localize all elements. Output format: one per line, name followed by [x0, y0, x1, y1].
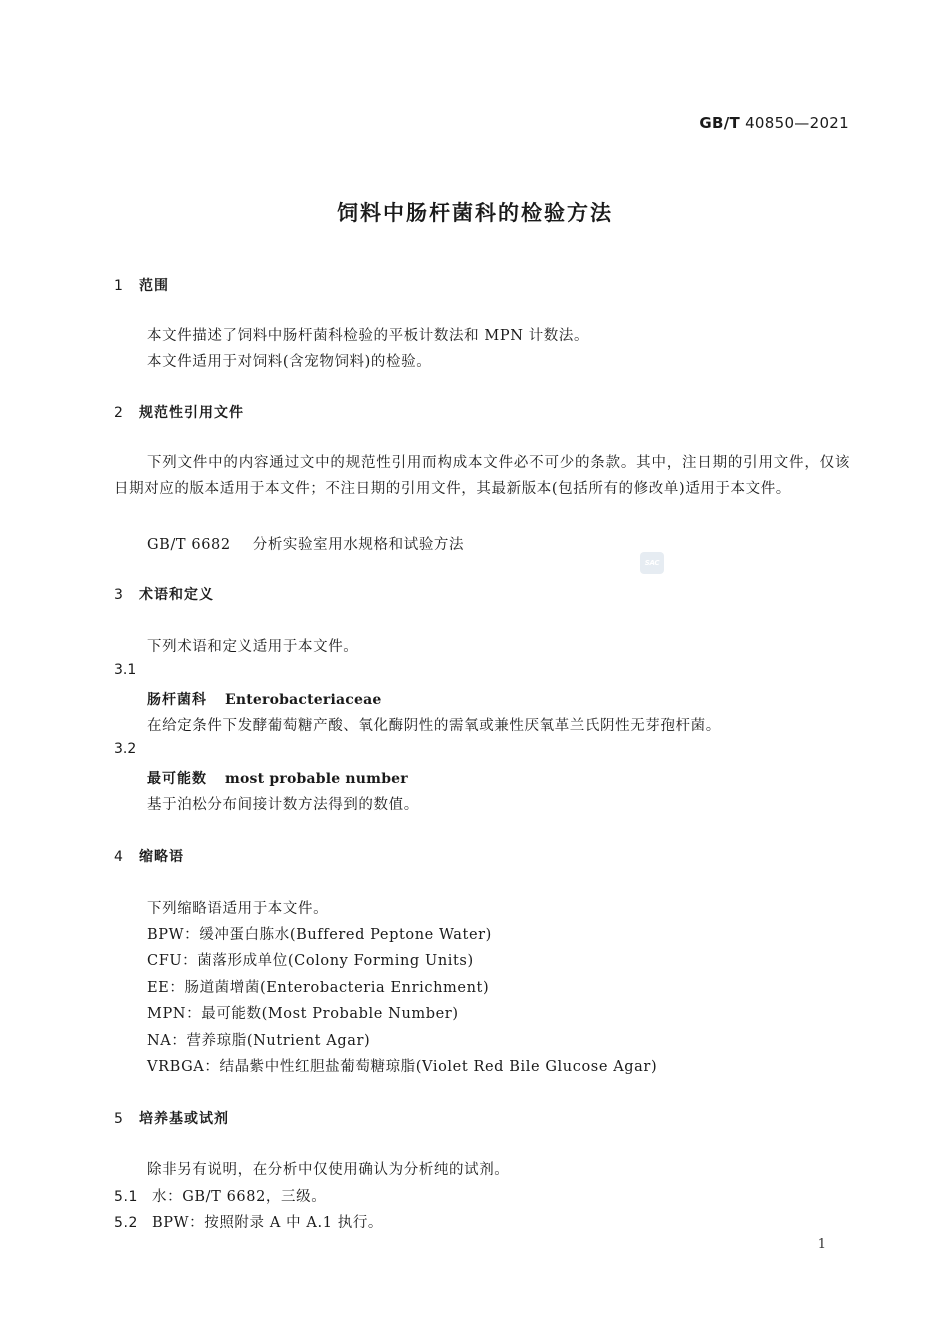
sac-watermark-logo: SAC: [640, 552, 664, 574]
term-definition: 基于泊松分布间接计数方法得到的数值。: [147, 797, 419, 813]
term-definition: 在给定条件下发酵葡萄糖产酸、氧化酶阴性的需氧或兼性厌氧革兰氏阴性无芽孢杆菌。: [147, 718, 721, 734]
section-number: 2: [114, 405, 124, 421]
section-title: 培养基或试剂: [139, 1111, 229, 1127]
term-zh: 最可能数: [147, 771, 207, 787]
abbreviation-item: BPW：缓冲蛋白胨水(Buffered Peptone Water): [147, 927, 492, 943]
section-number: 1: [114, 278, 124, 294]
section-number: 4: [114, 849, 124, 865]
section-1-paragraph: 本文件描述了饲料中肠杆菌科检验的平板计数法和 MPN 计数法。: [147, 328, 590, 344]
term-entry: [147, 768, 408, 788]
section-title: 缩略语: [139, 849, 184, 865]
term-en: Enterobacteriaceae: [225, 692, 382, 708]
reagent-item: [114, 1211, 383, 1232]
standard-number: 40850—2021: [745, 114, 849, 132]
section-title: 范围: [139, 278, 169, 294]
section-1-heading: [114, 275, 169, 295]
section-4-intro: 下列缩略语适用于本文件。: [147, 901, 329, 917]
standard-prefix: GB/T: [699, 114, 741, 132]
abbreviation-item: EE：肠道菌增菌(Enterobacteria Enrichment): [147, 980, 490, 996]
item-number: 5.1: [114, 1189, 139, 1205]
section-title: 规范性引用文件: [139, 405, 244, 421]
reference-code: GB/T 6682: [147, 537, 231, 553]
abbreviation-item: CFU：菌落形成单位(Colony Forming Units): [147, 953, 474, 969]
term-entry: [147, 689, 381, 709]
section-number: 3: [114, 587, 124, 603]
section-5-heading: [114, 1108, 229, 1128]
term-number: 3.1: [114, 662, 137, 678]
document-title: 饲料中肠杆菌科的检验方法: [337, 201, 613, 225]
section-title: 术语和定义: [139, 587, 214, 603]
term-number: 3.2: [114, 741, 137, 757]
abbreviation-item: NA：营养琼脂(Nutrient Agar): [147, 1033, 371, 1049]
abbreviation-item: MPN：最可能数(Most Probable Number): [147, 1006, 459, 1022]
term-en: most probable number: [225, 771, 408, 787]
abbreviation-item: VRBGA：结晶紫中性红胆盐葡萄糖琼脂(Violet Red Bile Glucose Agar): [147, 1059, 658, 1075]
reagent-item: [114, 1185, 326, 1206]
page-number: 1: [817, 1237, 826, 1252]
section-4-heading: [114, 846, 184, 866]
section-number: 5: [114, 1111, 124, 1127]
item-text: 水：GB/T 6682，三级。: [152, 1189, 327, 1205]
section-5-intro: 除非另有说明，在分析中仅使用确认为分析纯的试剂。: [147, 1162, 510, 1178]
standard-code: [699, 114, 849, 132]
reference-title: 分析实验室用水规格和试验方法: [252, 537, 465, 553]
item-text: BPW：按照附录 A 中 A.1 执行。: [152, 1215, 384, 1231]
section-3-heading: [114, 584, 214, 604]
section-2-intro: 下列文件中的内容通过文中的规范性引用而构成本文件必不可少的条款。其中，注日期的引用文件，仅该日期对应的版本适用于本文件；不注日期的引用文件，其最新版本(包括所有的修改单)适用于本文件。: [114, 455, 850, 497]
item-number: 5.2: [114, 1215, 139, 1231]
normative-reference: [147, 533, 464, 554]
section-3-intro: 下列术语和定义适用于本文件。: [147, 639, 359, 655]
term-zh: 肠杆菌科: [147, 692, 207, 708]
section-2-heading: [114, 402, 244, 422]
section-1-paragraph: 本文件适用于对饲料(含宠物饲料)的检验。: [147, 354, 432, 370]
